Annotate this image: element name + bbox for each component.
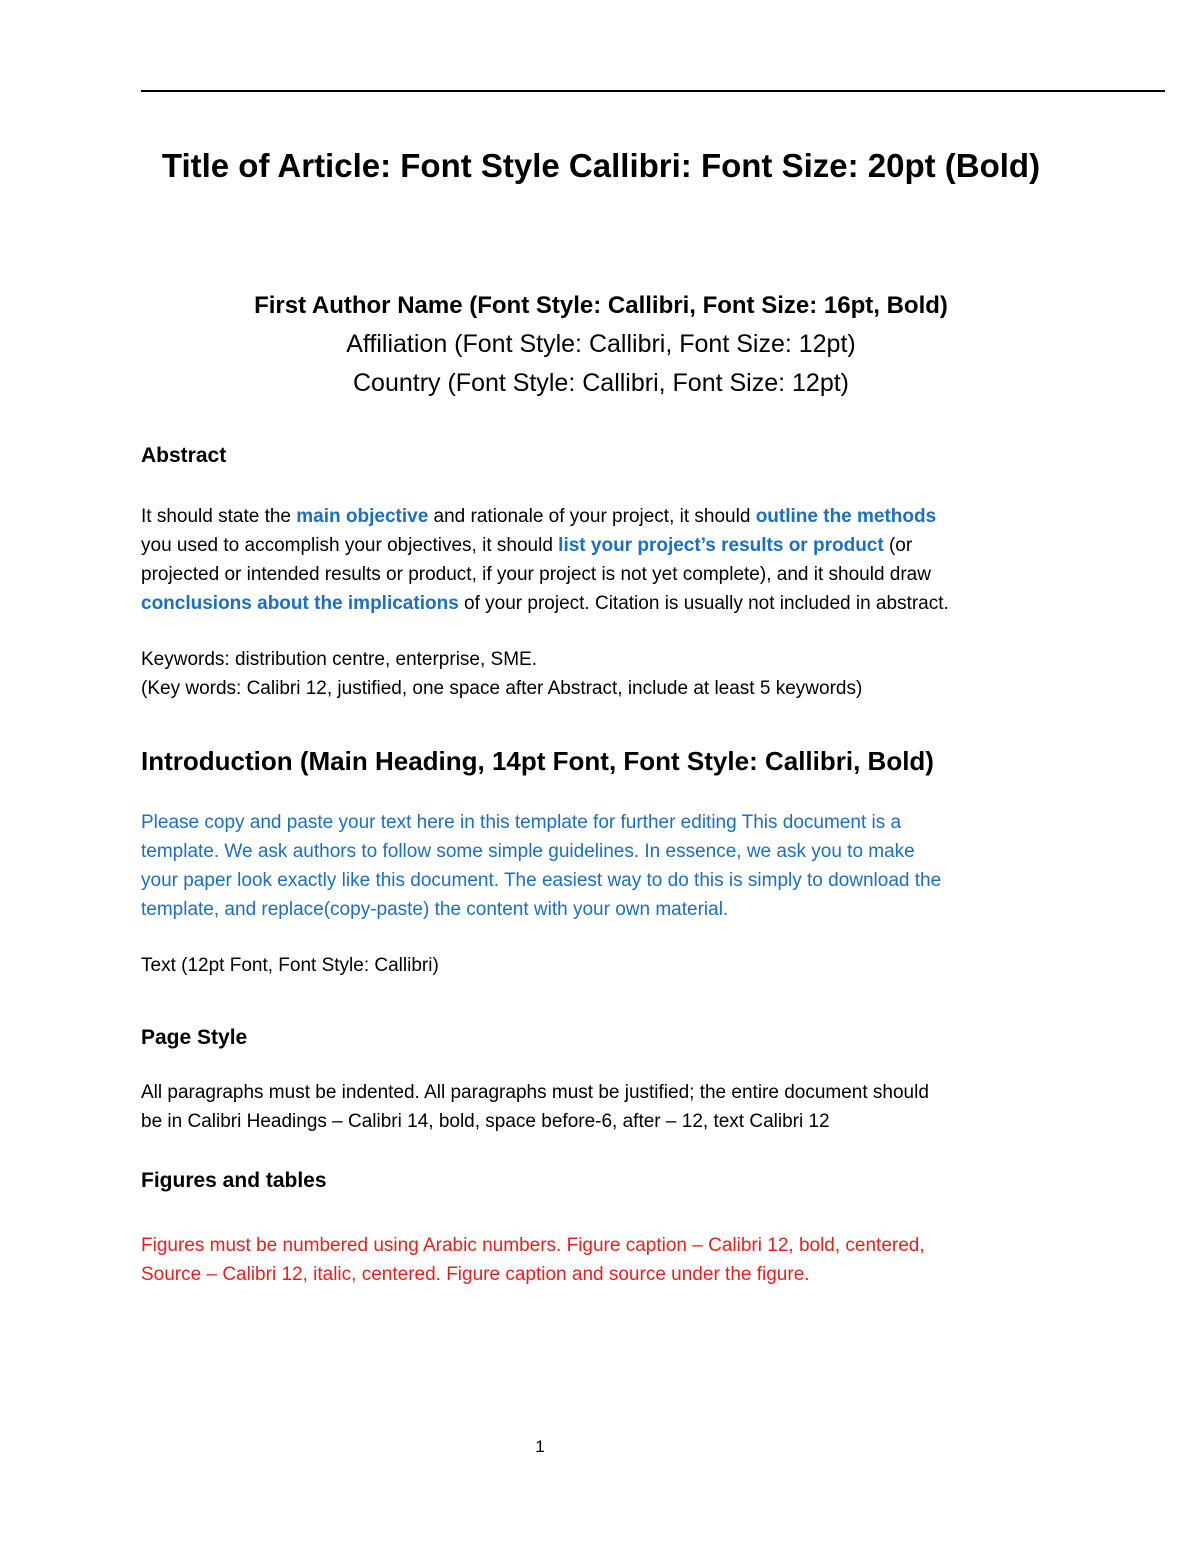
header-rule	[141, 90, 1165, 92]
abstract-heading: Abstract	[141, 444, 227, 467]
abstract-paragraph	[141, 502, 1066, 618]
keywords-block	[141, 645, 1066, 703]
figures-line: Source – Calibri 12, italic, centered. Figure caption and source under the figure.	[141, 1264, 810, 1285]
abstract-highlight: conclusions about the implications	[141, 593, 459, 614]
abstract-text: you used to accomplish your objectives, it should	[141, 535, 559, 556]
intro-line: Please copy and paste your text here in this template for further editing This document is a	[141, 812, 902, 833]
intro-line: template, and replace(copy-paste) the content with your own material.	[141, 899, 729, 920]
introduction-paragraph	[141, 808, 1066, 924]
author-country: Country (Font Style: Callibri, Font Size: 12pt)	[352, 369, 850, 397]
abstract-text: and rationale of your project, it should	[428, 506, 756, 527]
abstract-text: (or	[883, 535, 913, 556]
introduction-heading: Introduction (Main Heading, 14pt Font, Font Style: Callibri, Bold)	[141, 746, 934, 776]
abstract-highlight: outline the methods	[755, 506, 937, 527]
abstract-highlight: list your project’s results or product	[558, 535, 884, 556]
abstract-line-4	[141, 589, 1066, 618]
figures-line: Figures must be numbered using Arabic numbers. Figure caption – Calibri 12, bold, centered,	[141, 1235, 925, 1256]
page-number: 1	[535, 1437, 545, 1456]
text-style-note: Text (12pt Font, Font Style: Callibri)	[141, 955, 439, 976]
page-style-heading: Page Style	[141, 1026, 248, 1049]
intro-line: template. We ask authors to follow some simple guidelines. In essence, we ask you to make	[141, 841, 915, 862]
abstract-text: of your project. Citation is usually not included in abstract.	[458, 593, 949, 614]
figures-heading: Figures and tables	[141, 1169, 327, 1192]
abstract-line-2	[141, 531, 1066, 560]
author-name: First Author Name (Font Style: Callibri, Font Size: 16pt, Bold)	[254, 292, 948, 319]
page-style-line: All paragraphs must be indented. All paragraphs must be justified; the entire document should	[141, 1082, 929, 1103]
figures-paragraph	[141, 1231, 1066, 1289]
abstract-highlight: main objective	[296, 506, 429, 527]
article-title: Title of Article: Font Style Callibri: Font Size: 20pt (Bold)	[161, 147, 1041, 184]
page-style-line: be in Calibri Headings – Calibri 14, bold, space before-6, after – 12, text Calibri 12	[141, 1111, 830, 1132]
intro-line: your paper look exactly like this document. The easiest way to do this is simply to download the	[141, 870, 942, 891]
abstract-text: It should state the	[141, 506, 297, 527]
abstract-line-3: projected or intended results or product, if your project is not yet complete), and it should draw	[141, 564, 931, 585]
abstract-line-1	[141, 502, 1066, 531]
keywords-note: (Key words: Calibri 12, justified, one space after Abstract, include at least 5 keywords)	[141, 678, 863, 699]
page-style-paragraph	[141, 1078, 1066, 1136]
keywords-line: Keywords: distribution centre, enterprise, SME.	[141, 649, 538, 670]
author-affiliation: Affiliation (Font Style: Callibri, Font Size: 12pt)	[346, 330, 856, 358]
